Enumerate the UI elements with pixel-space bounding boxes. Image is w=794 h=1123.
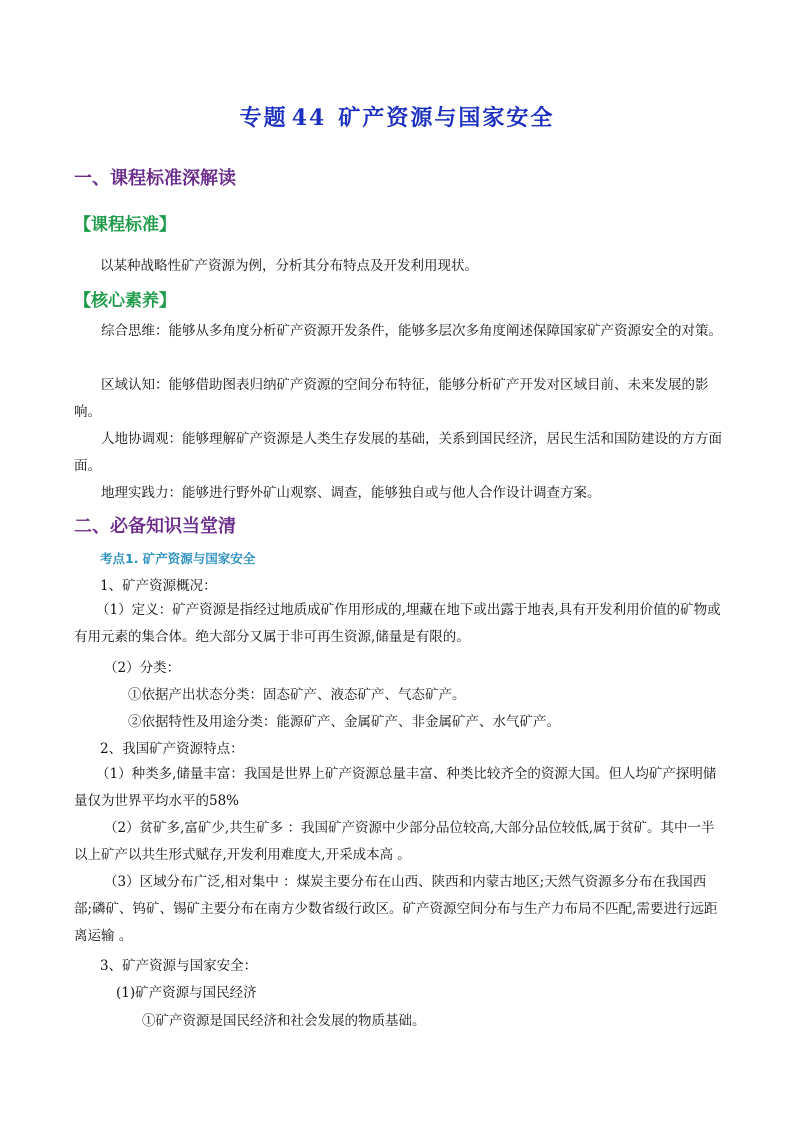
definition-paragraph: （1）定义：矿产资源是指经过地质成矿作用形成的,埋藏在地下或出露于地表,具有开发利用价值的矿物或有用元素的集合体。绝大部分又属于非可再生资源,储量是有限的。 — [74, 602, 721, 645]
section2-heading: 二、必备知识当堂清 — [74, 516, 236, 537]
features-title: 2、我国矿产资源特点： — [100, 741, 244, 757]
security-title: 3、矿产资源与国家安全： — [100, 958, 258, 974]
standard-text: 以某种战略性矿产资源为例，分析其分布特点及开发利用现状。 — [100, 258, 478, 274]
feature-paragraph: （1）种类多,储量丰富：我国是世界上矿产资源总量丰富、种类比较齐全的资源大国。但人均矿产探明储量仅为世界平均水平的58% — [74, 766, 717, 809]
kaodian-title: 考点1. 矿产资源与国家安全 — [100, 551, 256, 566]
overview-title: 1、矿产资源概况： — [100, 578, 217, 594]
title-number: 44 — [291, 105, 327, 131]
literacy-item: 综合思维：能够从多角度分析矿产资源开发条件，能够多层次多角度阐述保障国家矿产资源安全的对策。 — [101, 323, 722, 339]
literacy-item: 区域认知：能够借助图表归纳矿产资源的空间分布特征，能够分析矿产开发对区域目前、未来发展的影响。 — [74, 377, 709, 420]
title-main: 矿产资源与国家安全 — [338, 105, 555, 131]
standard-label: 【课程标准】 — [74, 215, 176, 235]
feature-paragraph: （3）区域分布广泛,相对集中 ：煤炭主要分布在山西、陕西和内蒙古地区;天然气资源多分布在我国西部;磷矿、钨矿、锡矿主要分布在南方少数省级行政区。矿产资源空间分布与生产力布局不匹配,需要进行远距离运输 。 — [74, 874, 718, 944]
classification-item: ②依据特性及用途分类：能源矿产、金属矿产、非金属矿产、水气矿产。 — [128, 714, 560, 730]
literacy-item: 人地协调观：能够理解矿产资源是人类生存发展的基础，关系到国民经济，居民生活和国防建设的方方面面。 — [74, 431, 722, 474]
feature-paragraph: （2）贫矿多,富矿少,共生矿多 ：我国矿产资源中少部分品位较高,大部分品位较低,属于贫矿。其中一半以上矿产以共生形式赋存,开发利用难度大,开采成本高 。 — [74, 820, 715, 863]
title-prefix: 专题 — [239, 105, 288, 131]
classification-title: （2）分类： — [104, 660, 181, 676]
section1-heading: 一、课程标准深解读 — [74, 168, 236, 189]
security-subtitle: (1)矿产资源与国民经济 — [116, 985, 257, 1001]
security-item: ①矿产资源是国民经济和社会发展的物质基础。 — [142, 1013, 426, 1029]
document-title — [0, 101, 794, 132]
literacy-item: 地理实践力：能够进行野外矿山观察、调查，能够独自或与他人合作设计调查方案。 — [101, 485, 601, 501]
classification-item: ①依据产出状态分类：固态矿产、液态矿产、气态矿产。 — [128, 687, 466, 703]
literacy-label: 【核心素养】 — [74, 291, 176, 311]
